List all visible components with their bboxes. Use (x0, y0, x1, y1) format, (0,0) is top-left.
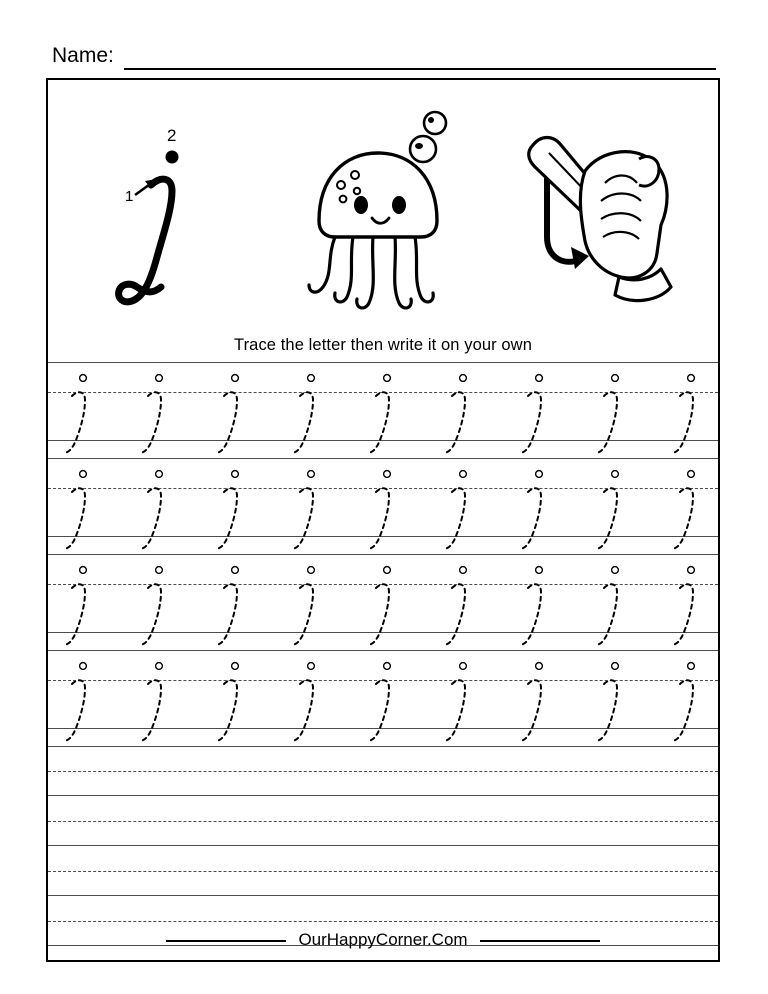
trace-letter-j (366, 458, 410, 554)
trace-letters (62, 458, 714, 554)
rule-line-top (48, 458, 718, 459)
trace-row[interactable] (48, 458, 718, 554)
letter-dot (166, 151, 179, 164)
trace-letter-j (594, 650, 638, 746)
worksheet-frame (46, 78, 720, 962)
asl-hand-j-svg (489, 101, 689, 321)
trace-letter-j (442, 650, 486, 746)
trace-row[interactable] (48, 554, 718, 650)
trace-letter-j (518, 362, 562, 458)
trace-row[interactable] (48, 362, 718, 458)
trace-letter-j (442, 362, 486, 458)
trace-letters (62, 650, 714, 746)
footer-rule-left (166, 939, 286, 942)
trace-letter-j (138, 554, 182, 650)
trace-letter-j (214, 650, 258, 746)
rule-line-mid (48, 392, 718, 393)
rule-line-top (48, 650, 718, 651)
trace-letter-j (670, 458, 714, 554)
rule-line-base (48, 440, 718, 441)
trace-letter-j (518, 458, 562, 554)
blank-practice-row[interactable] (48, 846, 718, 896)
trace-letter-j (62, 650, 106, 746)
trace-letter-j (670, 362, 714, 458)
rule-line-mid (48, 771, 718, 772)
rule-line-mid (48, 584, 718, 585)
trace-letter-j (138, 362, 182, 458)
rule-line-top (48, 554, 718, 555)
cursive-j-svg (77, 101, 277, 321)
trace-letter-j (442, 554, 486, 650)
trace-letter-j (290, 362, 334, 458)
trace-letter-j (366, 554, 410, 650)
trace-letter-j (214, 362, 258, 458)
trace-letter-j (138, 458, 182, 554)
rule-line-mid (48, 680, 718, 681)
jellyfish-illustration (283, 101, 483, 321)
brand-name: OurHappyCorner.Com (298, 930, 468, 949)
stroke-number-1: 1 (125, 188, 134, 205)
trace-letter-j (594, 362, 638, 458)
rule-line-mid (48, 921, 718, 922)
rule-line-top (48, 746, 718, 747)
trace-letter-j (670, 554, 714, 650)
practice-area (48, 362, 718, 946)
trace-letter-j (62, 362, 106, 458)
trace-letter-j (290, 650, 334, 746)
trace-letter-j (670, 650, 714, 746)
trace-letter-j (62, 554, 106, 650)
footer-rule-right (480, 939, 600, 942)
blank-practice-row[interactable] (48, 746, 718, 796)
footer (48, 930, 718, 950)
trace-letter-j (214, 554, 258, 650)
trace-letter-j (138, 650, 182, 746)
trace-row[interactable] (48, 650, 718, 746)
trace-letter-j (366, 362, 410, 458)
instruction-text: Trace the letter then write it on your own (234, 336, 532, 354)
trace-letter-j (214, 458, 258, 554)
trace-letter-j (518, 650, 562, 746)
rule-line-mid (48, 871, 718, 872)
trace-letter-j (62, 458, 106, 554)
trace-letter-j (594, 554, 638, 650)
illustration-band (48, 80, 718, 342)
jellyfish-svg (283, 101, 483, 321)
cursive-letter-j-guide (77, 101, 277, 321)
sign-language-hand-j (489, 101, 689, 321)
trace-letter-j (442, 458, 486, 554)
trace-letter-j (366, 650, 410, 746)
trace-letters (62, 554, 714, 650)
trace-letter-j (290, 458, 334, 554)
trace-letter-j (290, 554, 334, 650)
rule-line-base (48, 536, 718, 537)
rule-line-mid (48, 488, 718, 489)
rule-line-base (48, 728, 718, 729)
name-field-row (52, 36, 716, 70)
trace-letter-j (518, 554, 562, 650)
name-write-line[interactable] (124, 48, 716, 70)
rule-line-mid (48, 821, 718, 822)
trace-letters (62, 362, 714, 458)
stroke-number-2: 2 (167, 126, 177, 145)
trace-letter-j (594, 458, 638, 554)
rule-line-base (48, 632, 718, 633)
name-label: Name: (52, 44, 114, 67)
blank-practice-row[interactable] (48, 796, 718, 846)
rule-line-top (48, 362, 718, 363)
